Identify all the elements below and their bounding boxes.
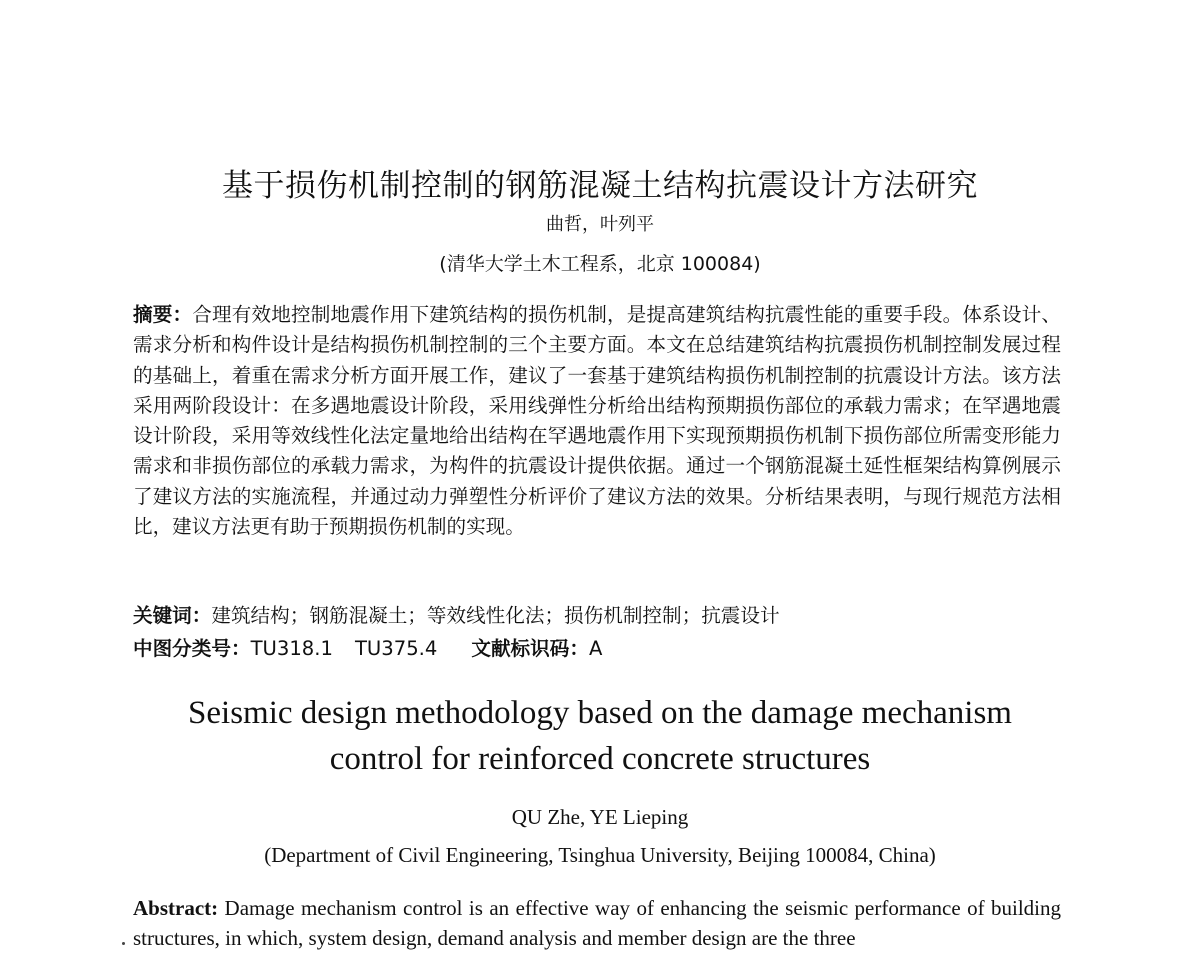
english-abstract bbox=[133, 893, 1061, 953]
chinese-abstract-text: 合理有效地控制地震作用下建筑结构的损伤机制，是提高建筑结构抗震性能的重要手段。体系设计、需求分析和构件设计是结构损伤机制控制的三个主要方面。本文在总结建筑结构抗震损伤机制控制发展过程的基础上，着重在需求分析方面开展工作，建议了一套基于建筑结构损伤机制控制的抗震设计方法。该方法采用两阶段设计：在多遇地震设计阶段，采用线弹性分析给出结构预期损伤部位的承载力需求；在罕遇地震设计阶段，采用等效线性化法定量地给出结构在罕遇地震作用下实现预期损伤机制下损伤部位所需变形能力需求和非损伤部位的承载力需求，为构件的抗震设计提供依据。通过一个钢筋混凝土延性框架结构算例展示了建议方法的实施流程，并通过动力弹塑性分析评价了建议方法的效果。分析结果表明，与现行规范方法相比，建议方法更有助于预期损伤机制的实现。 bbox=[133, 303, 1062, 539]
classification-code-2: TU375.4 bbox=[354, 637, 438, 660]
english-title-line-2: control for reinforced concrete structures bbox=[329, 741, 871, 777]
english-affiliation: (Department of Civil Engineering, Tsinghua University, Beijing 100084, China) bbox=[264, 843, 936, 867]
chinese-authors: 曲哲，叶列平 bbox=[546, 214, 654, 235]
document-code: A bbox=[588, 637, 603, 660]
english-abstract-label: Abstract: bbox=[133, 896, 219, 920]
chinese-keywords-label: 关键词： bbox=[133, 604, 212, 627]
chinese-abstract-label: 摘要： bbox=[133, 303, 193, 326]
chinese-abstract bbox=[133, 300, 1061, 542]
chinese-keywords bbox=[133, 601, 1061, 631]
english-title-line-1: Seismic design methodology based on the damage mechanism bbox=[188, 695, 1012, 731]
scan-speck bbox=[122, 942, 125, 945]
document-code-label: 文献标识码： bbox=[471, 637, 589, 660]
chinese-affiliation: (清华大学土木工程系，北京 100084) bbox=[439, 253, 761, 275]
english-authors: QU Zhe, YE Lieping bbox=[511, 805, 689, 829]
english-abstract-text: Damage mechanism control is an effective way of enhancing the seismic performance of building structures, in which, system design, demand analysis and member design are the three bbox=[133, 896, 1061, 950]
english-title bbox=[0, 690, 1200, 782]
chinese-classification bbox=[133, 634, 1061, 664]
classification-label: 中图分类号： bbox=[133, 637, 251, 660]
chinese-title: 基于损伤机制控制的钢筋混凝土结构抗震设计方法研究 bbox=[222, 168, 978, 204]
chinese-keywords-text: 建筑结构；钢筋混凝土；等效线性化法；损伤机制控制；抗震设计 bbox=[211, 604, 780, 627]
classification-code-1: TU318.1 bbox=[250, 637, 333, 660]
